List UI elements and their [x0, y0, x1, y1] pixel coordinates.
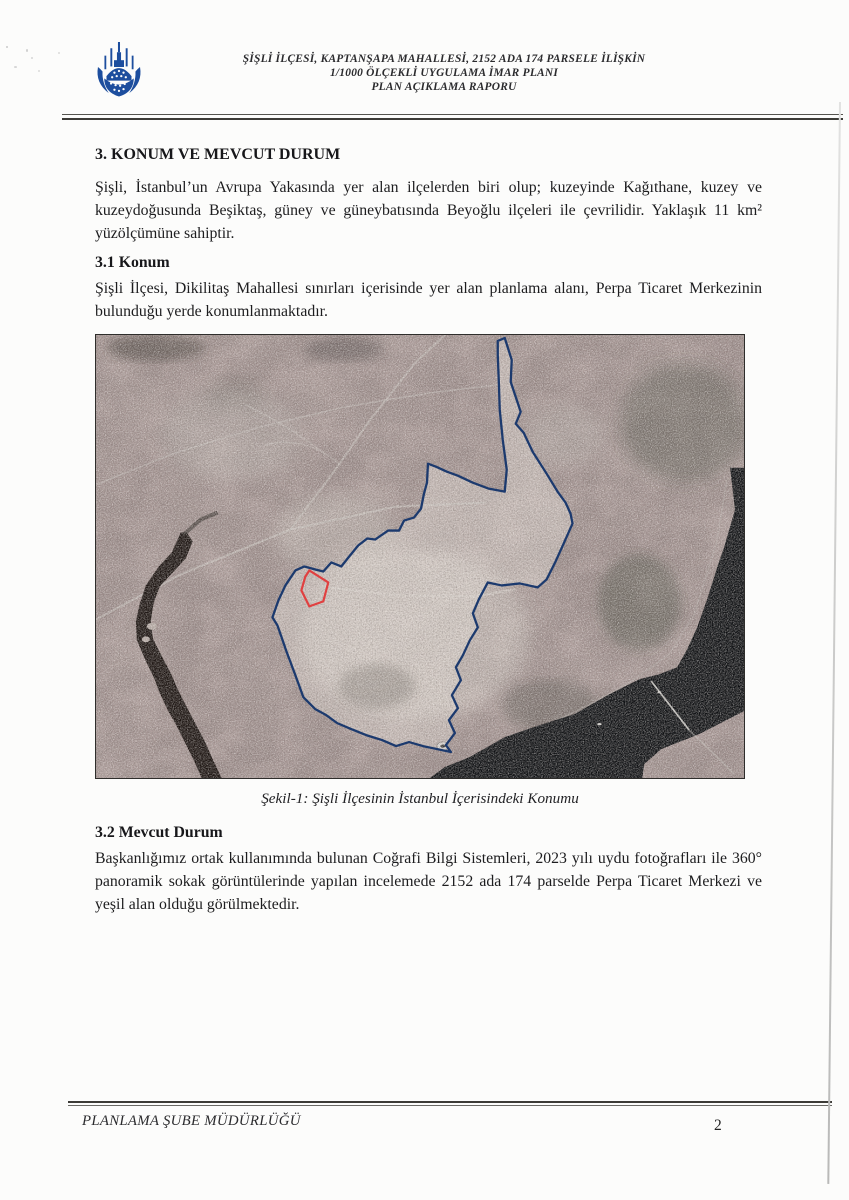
- scan-speck: [31, 57, 33, 59]
- satellite-map-figure: [95, 334, 745, 779]
- section-heading-3: 3. KONUM VE MEVCUT DURUM: [95, 146, 341, 163]
- section-paragraph-3-2: Başkanlığımız ortak kullanımında bulunan Coğrafi Bilgi Sistemleri, 2023 yılı uydu fotoğrafları ile 360° panoramik sokak görüntülerinde yapılan incelemede 2152 ada 174 parselde Perpa Ticaret Merkezi ve yeşil alan olduğu görülmektedir.: [95, 850, 762, 913]
- scan-edge-line: [827, 102, 841, 1184]
- section-paragraph-3-1: Şişli İlçesi, Dikilitaş Mahallesi sınırları içerisinde yer alan planlama alanı, Perpa Ticaret Merkezinin bulunduğu yerde konumlanmaktadır.: [95, 280, 762, 320]
- scan-speck: [38, 70, 40, 72]
- section-heading-3-2: 3.2 Mevcut Durum: [95, 824, 223, 841]
- header-divider: [62, 114, 843, 120]
- scan-speck: [26, 49, 28, 52]
- figure-caption: Şekil-1: Şişli İlçesinin İstanbul İçerisindeki Konumu: [261, 790, 579, 807]
- page-number: 2: [714, 1117, 722, 1134]
- scan-speck: [14, 66, 17, 68]
- scan-speck: [58, 52, 60, 54]
- header-title-line2: 1/1000 ÖLÇEKLİ UYGULAMA İMAR PLANI: [329, 66, 559, 79]
- section-paragraph-3: Şişli, İstanbul’un Avrupa Yakasında yer alan ilçelerden biri olup; kuzeyinde Kağıthane, kuzey ve kuzeydoğusunda Beşiktaş, güney ve güneybatısında Beyoğlu ilçeleri ile çevrilidir. Yaklaşık 11 km² yüzölçümüne sahiptir.: [95, 179, 762, 242]
- footer-department: PLANLAMA ŞUBE MÜDÜRLÜĞÜ: [82, 1113, 301, 1129]
- scan-speck: [6, 46, 8, 48]
- satellite-map: [96, 335, 744, 778]
- document-header-title: [170, 53, 718, 94]
- header-title-line1: ŞİŞLİ İLÇESİ, KAPTANŞAPA MAHALLESİ, 2152 ADA 174 PARSELE İLİŞKİN: [242, 53, 646, 65]
- section-heading-3-1: 3.1 Konum: [95, 254, 170, 271]
- ibb-logo-icon: [94, 42, 144, 102]
- map-grain-dark: [96, 335, 744, 778]
- footer-divider: [68, 1101, 832, 1106]
- header-title-line3: PLAN AÇIKLAMA RAPORU: [371, 80, 517, 93]
